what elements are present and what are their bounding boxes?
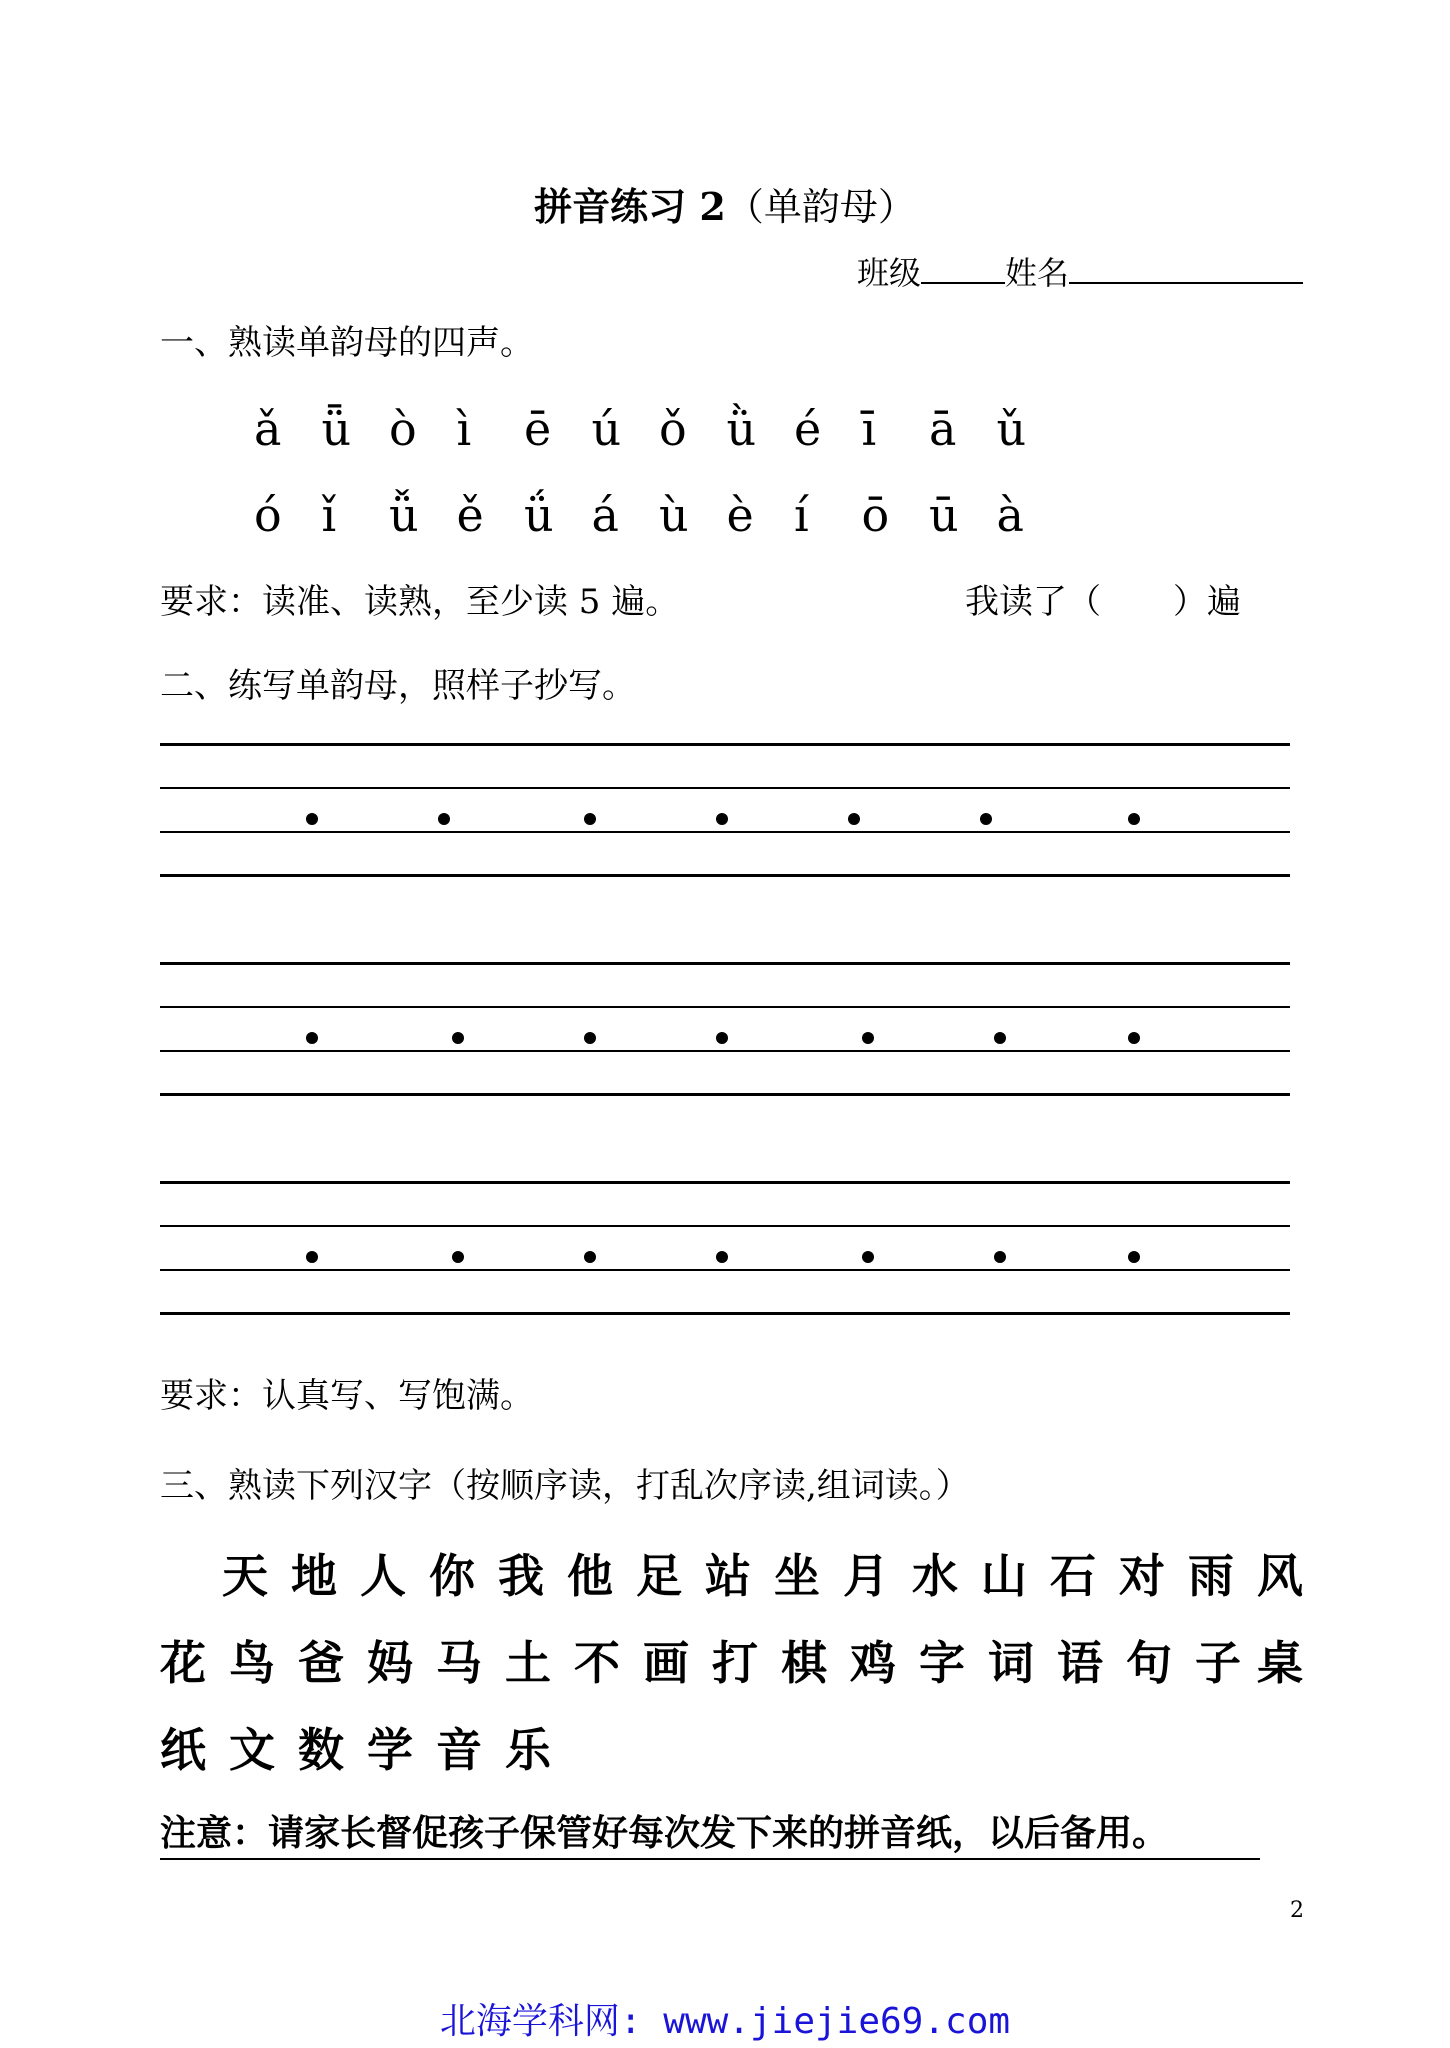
hanzi-item: 句	[1126, 1636, 1172, 1690]
sample-dot	[994, 1032, 1006, 1044]
hanzi-item: 学	[367, 1723, 413, 1777]
sample-dot	[306, 813, 318, 825]
sample-dot	[862, 1032, 874, 1044]
hanzi-item: 不	[574, 1636, 620, 1690]
staff-line	[160, 1225, 1290, 1227]
staff-line	[160, 787, 1290, 789]
reading-requirement: 要求：读准、读熟，至少读 5 遍。	[160, 582, 680, 622]
hanzi-item: 桌	[1257, 1636, 1303, 1690]
class-label: 班级	[856, 254, 921, 292]
pinyin-item: ì	[456, 402, 472, 456]
staff-line	[160, 831, 1290, 833]
pinyin-item: ǒ	[659, 402, 687, 456]
sample-dot	[584, 1251, 596, 1263]
pinyin-item: ǚ	[389, 488, 419, 542]
staff-line	[160, 962, 1290, 965]
parent-notice: 注意：请家长督促孩子保管好每次发下来的拼音纸，以后备用。	[160, 1805, 1260, 1860]
hanzi-item: 词	[988, 1636, 1034, 1690]
sample-dot	[716, 813, 728, 825]
pinyin-item: ú	[591, 402, 622, 456]
hanzi-item: 土	[505, 1636, 551, 1690]
sample-dot	[438, 813, 450, 825]
pinyin-item: ǘ	[524, 488, 554, 542]
pinyin-item: ī	[861, 402, 877, 456]
staff-line	[160, 743, 1290, 746]
staff-line	[160, 1093, 1290, 1096]
sample-dot	[716, 1251, 728, 1263]
page-title	[0, 176, 1450, 231]
hanzi-item: 对	[1119, 1549, 1165, 1603]
hanzi-item: 山	[981, 1549, 1027, 1603]
hanzi-item: 地	[291, 1549, 337, 1603]
pinyin-item: ǎ	[254, 402, 282, 456]
pinyin-item: ù	[659, 488, 689, 542]
hanzi-item: 鸟	[229, 1636, 275, 1690]
hanzi-item: 水	[912, 1549, 958, 1603]
hanzi-item: 音	[436, 1723, 482, 1777]
sample-dot	[1128, 1251, 1140, 1263]
hanzi-item: 乐	[505, 1723, 551, 1777]
hanzi-item: 画	[643, 1636, 689, 1690]
staff-line	[160, 874, 1290, 877]
hanzi-item: 文	[229, 1723, 275, 1777]
hanzi-item: 字	[919, 1636, 965, 1690]
page-number: 2	[1290, 1898, 1304, 1923]
hanzi-item: 足	[636, 1549, 682, 1603]
pinyin-item: ò	[389, 402, 417, 456]
hanzi-item: 月	[843, 1549, 889, 1603]
sample-dot	[862, 1251, 874, 1263]
writing-staff[interactable]	[160, 743, 1290, 875]
hanzi-item: 他	[567, 1549, 613, 1603]
hanzi-item: 人	[360, 1549, 406, 1603]
pinyin-item: ō	[861, 488, 890, 542]
sample-dot	[1128, 813, 1140, 825]
pinyin-item: ǖ	[321, 402, 352, 456]
pinyin-item: é	[794, 402, 822, 456]
hanzi-item: 天	[222, 1549, 268, 1603]
staff-line	[160, 1312, 1290, 1315]
read-count-prefix: 我读了（	[965, 582, 1101, 622]
hanzi-item: 雨	[1188, 1549, 1234, 1603]
sample-dot	[306, 1251, 318, 1263]
sample-dot	[306, 1032, 318, 1044]
pinyin-item: ó	[254, 488, 282, 542]
sample-dot	[716, 1032, 728, 1044]
class-name-line	[857, 248, 1303, 294]
sample-dot	[452, 1032, 464, 1044]
pinyin-item: ǔ	[996, 402, 1027, 456]
pinyin-item: ē	[524, 402, 552, 456]
read-count	[965, 574, 1241, 623]
writing-staff[interactable]	[160, 1181, 1290, 1313]
staff-line	[160, 1269, 1290, 1271]
staff-line	[160, 1050, 1290, 1052]
footer-watermark: 北海学科网: www.jiejie69.com	[439, 2001, 1011, 2042]
sample-dot	[584, 813, 596, 825]
hanzi-item: 妈	[367, 1636, 413, 1690]
section-1-heading: 一、熟读单韵母的四声。	[160, 323, 534, 363]
sample-dot	[1128, 1032, 1140, 1044]
name-label: 姓名	[1004, 254, 1069, 292]
pinyin-item: í	[794, 488, 809, 542]
hanzi-item: 花	[160, 1636, 206, 1690]
pinyin-item: ǐ	[321, 488, 337, 542]
sample-dot	[584, 1032, 596, 1044]
hanzi-item: 风	[1257, 1549, 1303, 1603]
sample-dot	[980, 813, 992, 825]
hanzi-item: 数	[298, 1723, 344, 1777]
sample-dot	[452, 1251, 464, 1263]
hanzi-item: 纸	[160, 1723, 206, 1777]
title-main: 拼音练习 2	[534, 184, 726, 229]
staff-line	[160, 1181, 1290, 1184]
staff-line	[160, 1006, 1290, 1008]
hanzi-item: 马	[436, 1636, 482, 1690]
hanzi-item: 棋	[781, 1636, 827, 1690]
section-2-heading: 二、练写单韵母，照样子抄写。	[160, 666, 636, 706]
writing-staff[interactable]	[160, 962, 1290, 1094]
pinyin-item: ǜ	[726, 402, 757, 456]
pinyin-item: á	[591, 488, 619, 542]
pinyin-item: ā	[929, 402, 957, 456]
title-subtitle: （单韵母）	[725, 185, 916, 229]
hanzi-item: 语	[1057, 1636, 1103, 1690]
hanzi-item: 坐	[774, 1549, 820, 1603]
pinyin-row-1	[254, 402, 1064, 456]
pinyin-item: è	[726, 488, 754, 542]
pinyin-row-2	[254, 488, 1064, 542]
hanzi-item: 子	[1195, 1636, 1241, 1690]
name-blank[interactable]	[1069, 252, 1303, 284]
hanzi-item: 我	[498, 1549, 544, 1603]
pinyin-item: ū	[929, 488, 959, 542]
hanzi-item: 鸡	[850, 1636, 896, 1690]
read-count-suffix: ）遍	[1173, 582, 1241, 622]
hanzi-item: 站	[705, 1549, 751, 1603]
pinyin-item: à	[996, 488, 1024, 542]
hanzi-item: 爸	[298, 1636, 344, 1690]
hanzi-item: 你	[429, 1549, 475, 1603]
sample-dot	[848, 813, 860, 825]
class-blank[interactable]	[921, 252, 1005, 284]
sample-dot	[994, 1251, 1006, 1263]
hanzi-item: 石	[1050, 1549, 1096, 1603]
hanzi-item: 打	[712, 1636, 758, 1690]
pinyin-item: ě	[456, 488, 484, 542]
section-3-heading: 三、熟读下列汉字（按顺序读，打乱次序读,组词读。）	[160, 1466, 970, 1506]
writing-requirement: 要求：认真写、写饱满。	[160, 1376, 534, 1416]
